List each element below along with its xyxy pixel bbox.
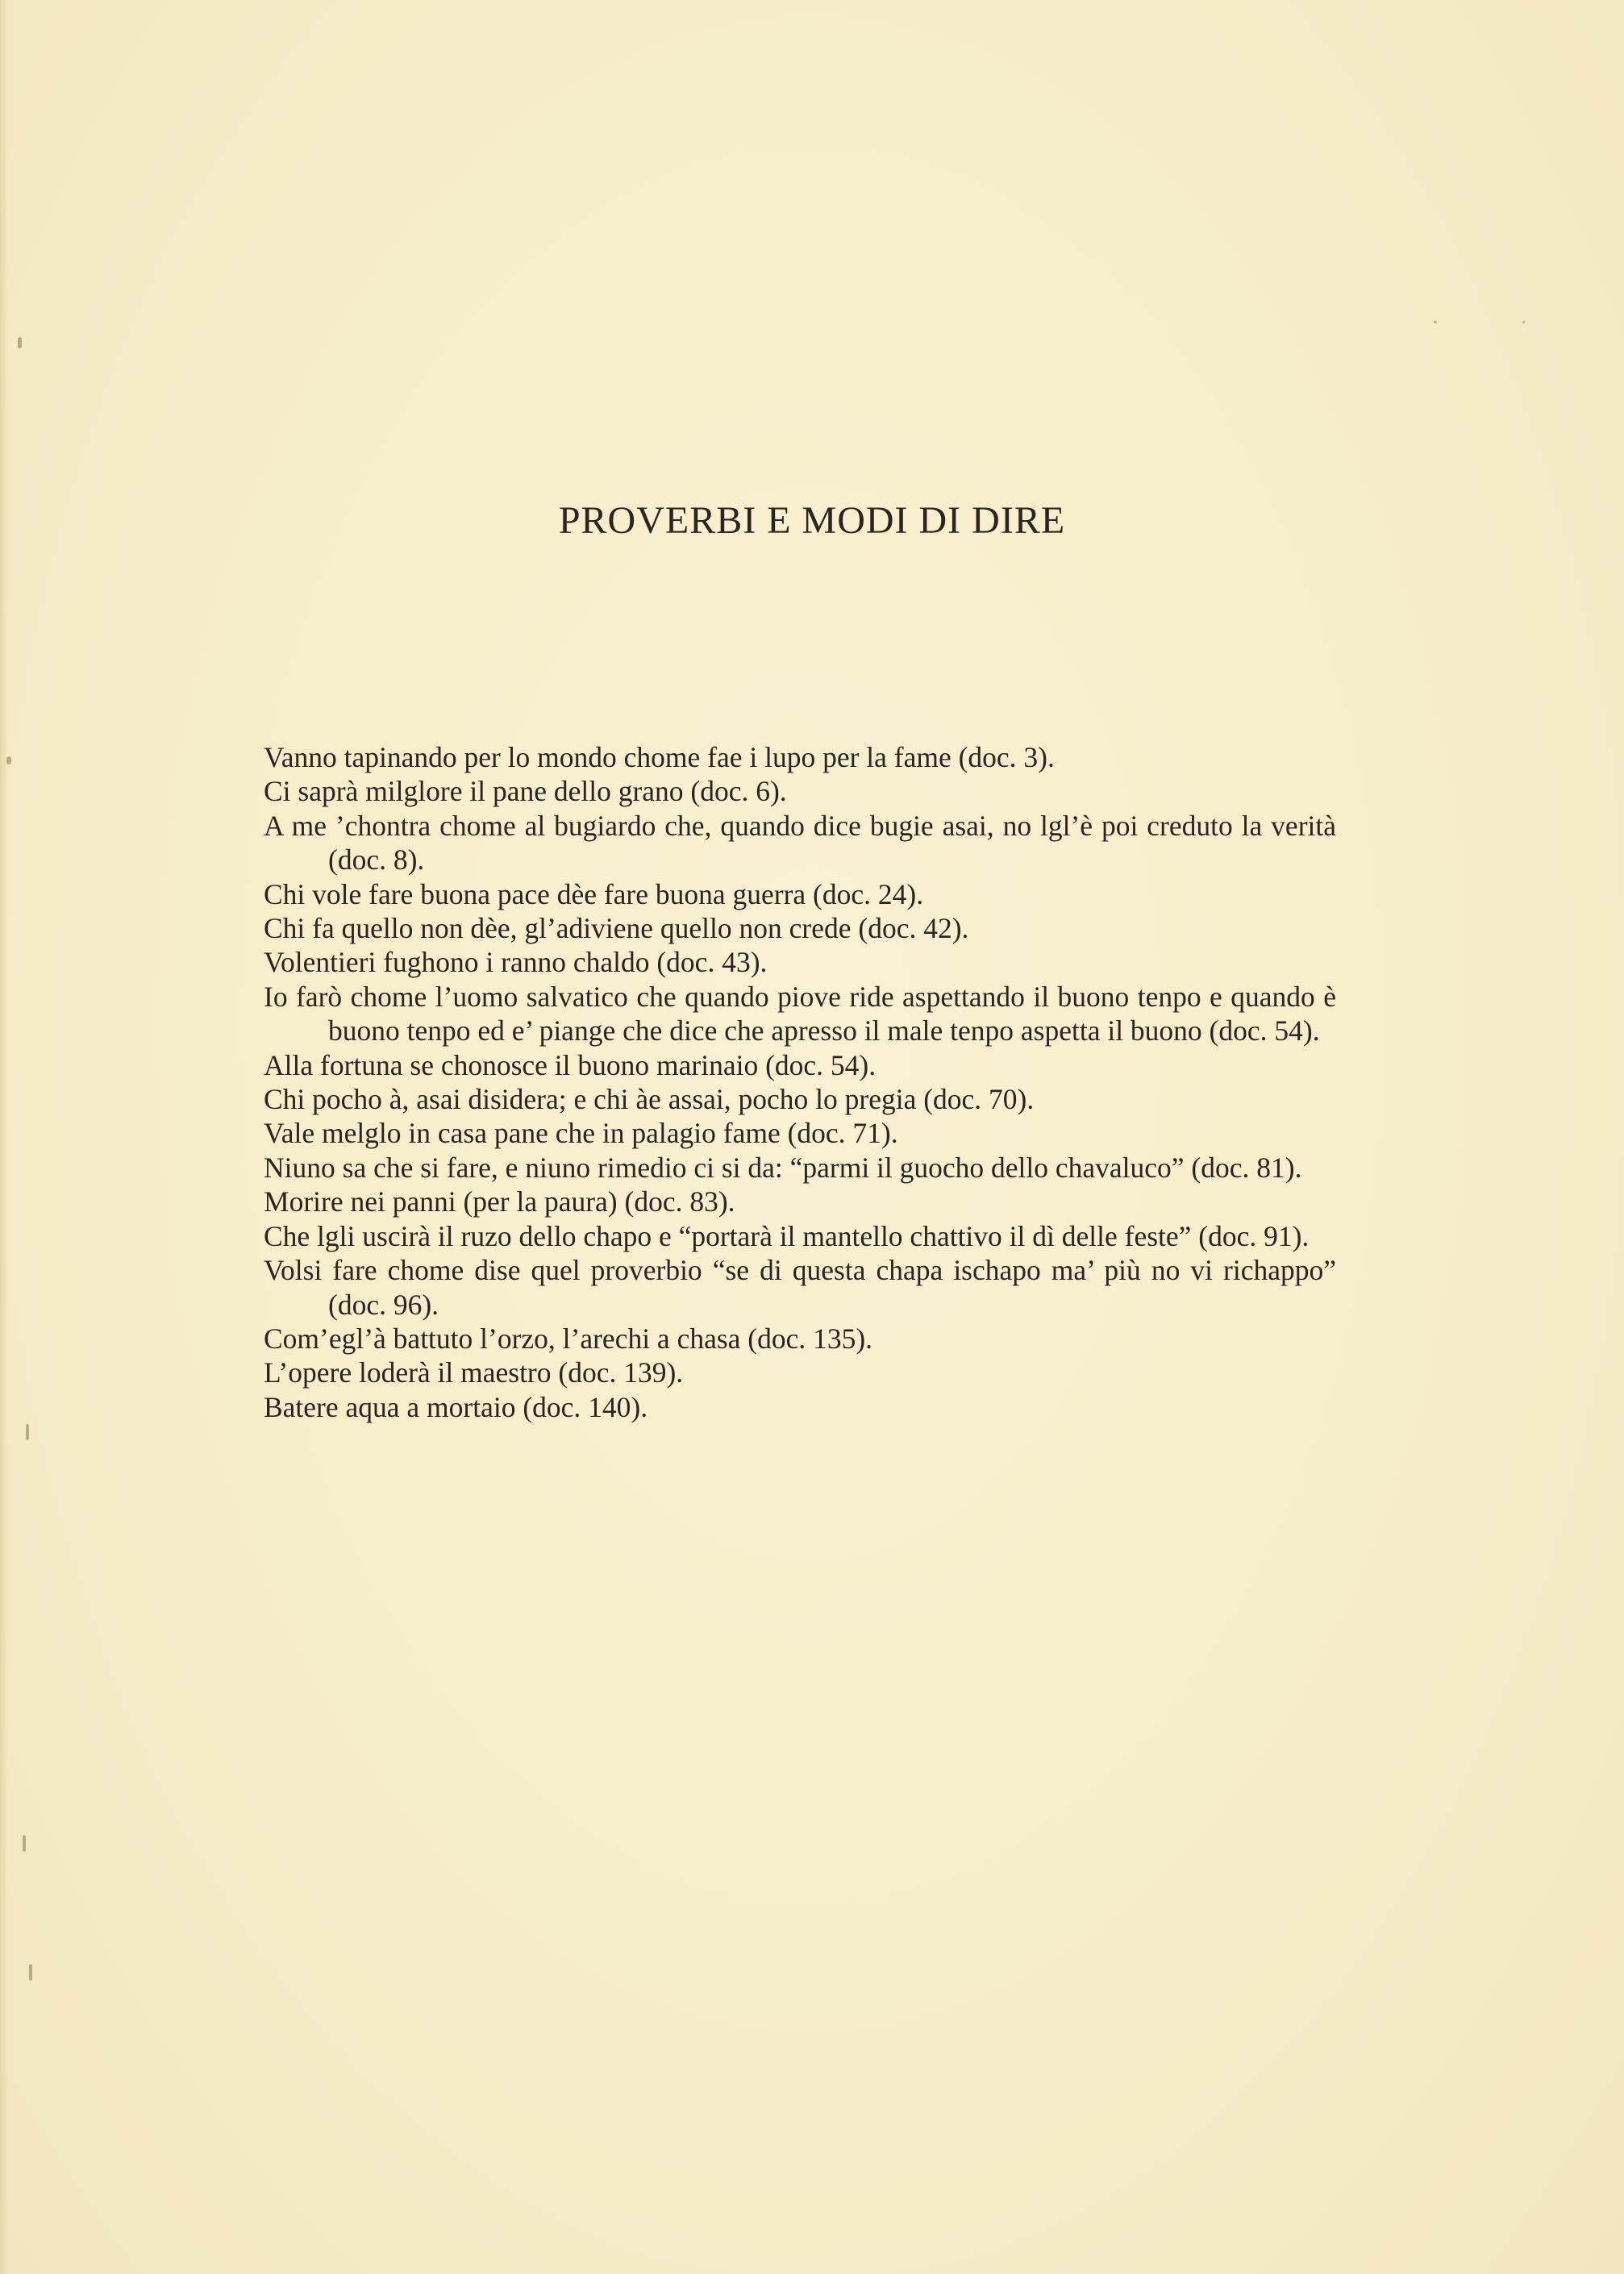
proverb-entry: Morire nei panni (per la paura) (doc. 83).: [264, 1185, 735, 1218]
paper-speck: [1522, 321, 1525, 323]
proverb-entry: Com’egl’à battuto l’orzo, l’arechi a chasa (doc. 135).: [264, 1322, 873, 1355]
paper-speck: [26, 1424, 29, 1440]
paper-speck: [1434, 321, 1437, 323]
proverb-entry: Chi pocho à, asai disidera; e chi àe assai, pocho lo pregia (doc. 70).: [264, 1083, 1035, 1116]
proverb-entry: Ci saprà milglore il pane dello grano (doc. 6).: [264, 775, 787, 808]
proverb-entry: Alla fortuna se chonosce il buono marinaio (doc. 54).: [264, 1048, 877, 1081]
proverb-list: [264, 740, 1336, 1424]
proverb-entry: Che lgli uscirà il ruzo dello chapo e “portarà il mantello chattivo il dì delle feste” (doc. 91).: [264, 1219, 1310, 1252]
proverb-entry: Chi fa quello non dèe, gl’adiviene quello non crede (doc. 42).: [264, 912, 969, 945]
paper-speck: [23, 1835, 26, 1851]
paper-edge: [0, 0, 8, 2274]
page-title: PROVERBI E MODI DI DIRE: [558, 499, 1066, 542]
proverb-entry: A me ’chontra chome al bugiardo che, quando dice bugie asai, no lgl’è poi creduto la verità (doc. 8).: [264, 809, 1336, 877]
proverb-entry: Niuno sa che si fare, e niuno rimedio ci si da: “parmi il guocho dello chavaluco” (doc. 81).: [264, 1151, 1302, 1184]
paper-speck: [6, 756, 11, 764]
proverb-entry: Volsi fare chome dise quel proverbio “se di questa chapa ischapo ma’ più no vi richappo” (doc. 96).: [264, 1254, 1336, 1321]
paper-speck: [29, 1964, 32, 1980]
proverb-entry: L’opere loderà il maestro (doc. 139).: [264, 1356, 684, 1389]
paper-speck: [18, 337, 22, 348]
proverb-entry: Volentieri fughono i ranno chaldo (doc. 43).: [264, 946, 768, 979]
proverb-entry: Io farò chome l’uomo salvatico che quando piove ride aspettando il buono tenpo e quando è buono tenpo ed e’ piange che dice che apresso il male tenpo aspetta il buono (doc. 54).: [264, 980, 1336, 1047]
proverb-entry: Chi vole fare buona pace dèe fare buona guerra (doc. 24).: [264, 877, 924, 910]
proverb-entry: Vale melglo in casa pane che in palagio fame (doc. 71).: [264, 1117, 898, 1150]
proverb-entry: Batere aqua a mortaio (doc. 140).: [264, 1390, 648, 1423]
proverb-entry: Vanno tapinando per lo mondo chome fae i lupo per la fame (doc. 3).: [264, 741, 1055, 773]
